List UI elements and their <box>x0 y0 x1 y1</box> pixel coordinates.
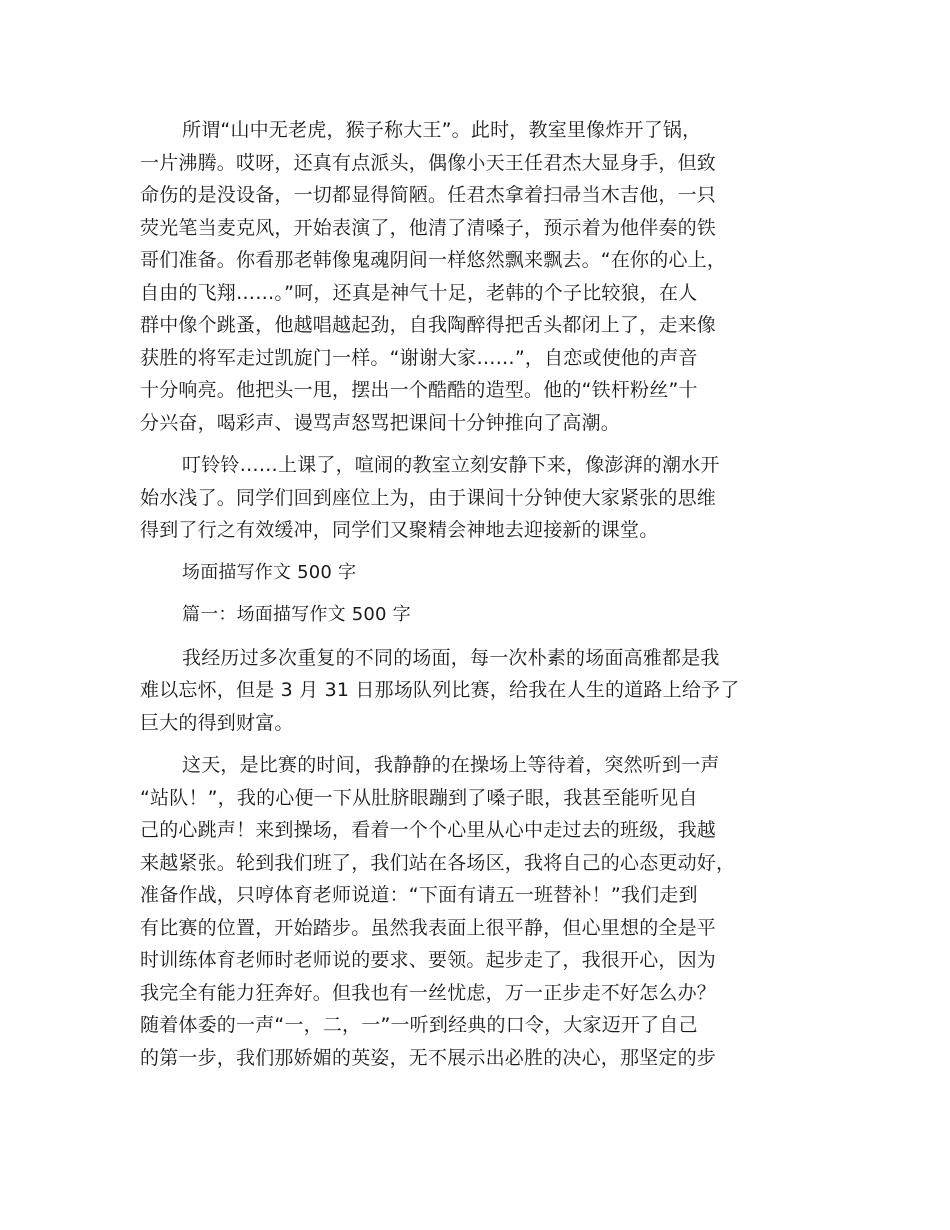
text-line: 始水浅了。同学们回到座位上为，由于课间十分钟使大家紧张的思维 <box>140 486 717 509</box>
text-line: 哥们准备。你看那老韩像鬼魂阴间一样悠然飘来飘去。“在你的心上， <box>140 249 727 271</box>
text-line: 得到了行之有效缓冲，同学们又聚精会神地去迎接新的课堂。 <box>140 519 659 541</box>
document-page <box>140 114 780 1074</box>
text-line: 难以忘怀，但是 3 月 31 日那场队列比赛，给我在人生的道路上给予了 <box>140 679 740 701</box>
text-line: 群中像个跳蚤，他越唱越起劲，自我陶醉得把舌头都闭上了，走来像 <box>140 314 717 336</box>
text-line: 的第一步，我们那娇媚的英姿，无不展示出必胜的决心，那坚定的步 <box>140 1046 717 1069</box>
text-line: 分兴奋，喝彩声、谩骂声怒骂把课间十分钟推向了高潮。 <box>140 411 621 434</box>
text-line: 命伤的是没设备，一切都显得简陋。任君杰拿着扫帚当木吉他，一只 <box>140 184 717 206</box>
text-line: 我经历过多次重复的不同的场面，每一次朴素的场面高雅都是我 <box>182 646 720 669</box>
paragraph-4 <box>140 749 780 1074</box>
text-line: 来越紧张。轮到我们班了，我们站在各场区，我将自己的心态更动好， <box>140 851 736 874</box>
text-line: 己的心跳声！来到操场，看着一个个心里从心中走过去的班级，我越 <box>140 819 717 841</box>
text-line: 一片沸腾。哎呀，还真有点派头，偶像小天王任君杰大显身手，但致 <box>140 151 717 174</box>
paragraph-3 <box>140 642 780 740</box>
paragraph-1 <box>140 114 780 439</box>
text-line: 获胜的将军走过凯旋门一样。“谢谢大家……”，自恋或使他的声音 <box>140 346 698 369</box>
text-line: 时训练体育老师时老师说的要求、要领。起步走了，我很开心，因为 <box>140 949 717 971</box>
paragraph-2 <box>140 449 780 547</box>
text-line: 荧光笔当麦克风，开始表演了，他清了清嗓子，预示着为他伴奏的铁 <box>140 216 717 239</box>
text-line: 自由的飞翔……。”呵，还真是神气十足，老韩的个子比较狼，在人 <box>140 281 698 304</box>
text-line: 十分响亮。他把头一甩，摆出一个酷酷的造型。他的“铁杆粉丝”十 <box>140 379 698 401</box>
text-line: 有比赛的位置，开始踏步。虽然我表面上很平静，但心里想的全是平 <box>140 916 717 939</box>
text-line: 准备作战，只哼体育老师说道：“下面有请五一班替补！”我们走到 <box>140 884 698 906</box>
text-line: 这天，是比赛的时间，我静静的在操场上等待着，突然听到一声 <box>182 754 720 776</box>
text-line: 我完全有能力狂奔好。但我也有一丝忧虑，万一正步走不好怎么办？ <box>140 981 717 1004</box>
text-line: 场面描写作文 500 字 <box>182 561 357 583</box>
text-line: “站队！”，我的心便一下从肚脐眼蹦到了嗓子眼，我甚至能听见自 <box>140 786 698 809</box>
section-heading <box>140 557 780 590</box>
text-line: 随着体委的一声“一，二，一”一听到经典的口令，大家迈开了自己 <box>140 1014 698 1036</box>
text-line: 叮铃铃……上课了，喧闹的教室立刻安静下来，像澎湃的潮水开 <box>182 454 720 476</box>
article-title <box>140 599 780 632</box>
text-line: 所谓“山中无老虎，猴子称大王”。此时，教室里像炸开了锅， <box>182 119 702 141</box>
text-line: 篇一：场面描写作文 500 字 <box>182 604 411 625</box>
text-line: 巨大的得到财富。 <box>140 711 294 734</box>
